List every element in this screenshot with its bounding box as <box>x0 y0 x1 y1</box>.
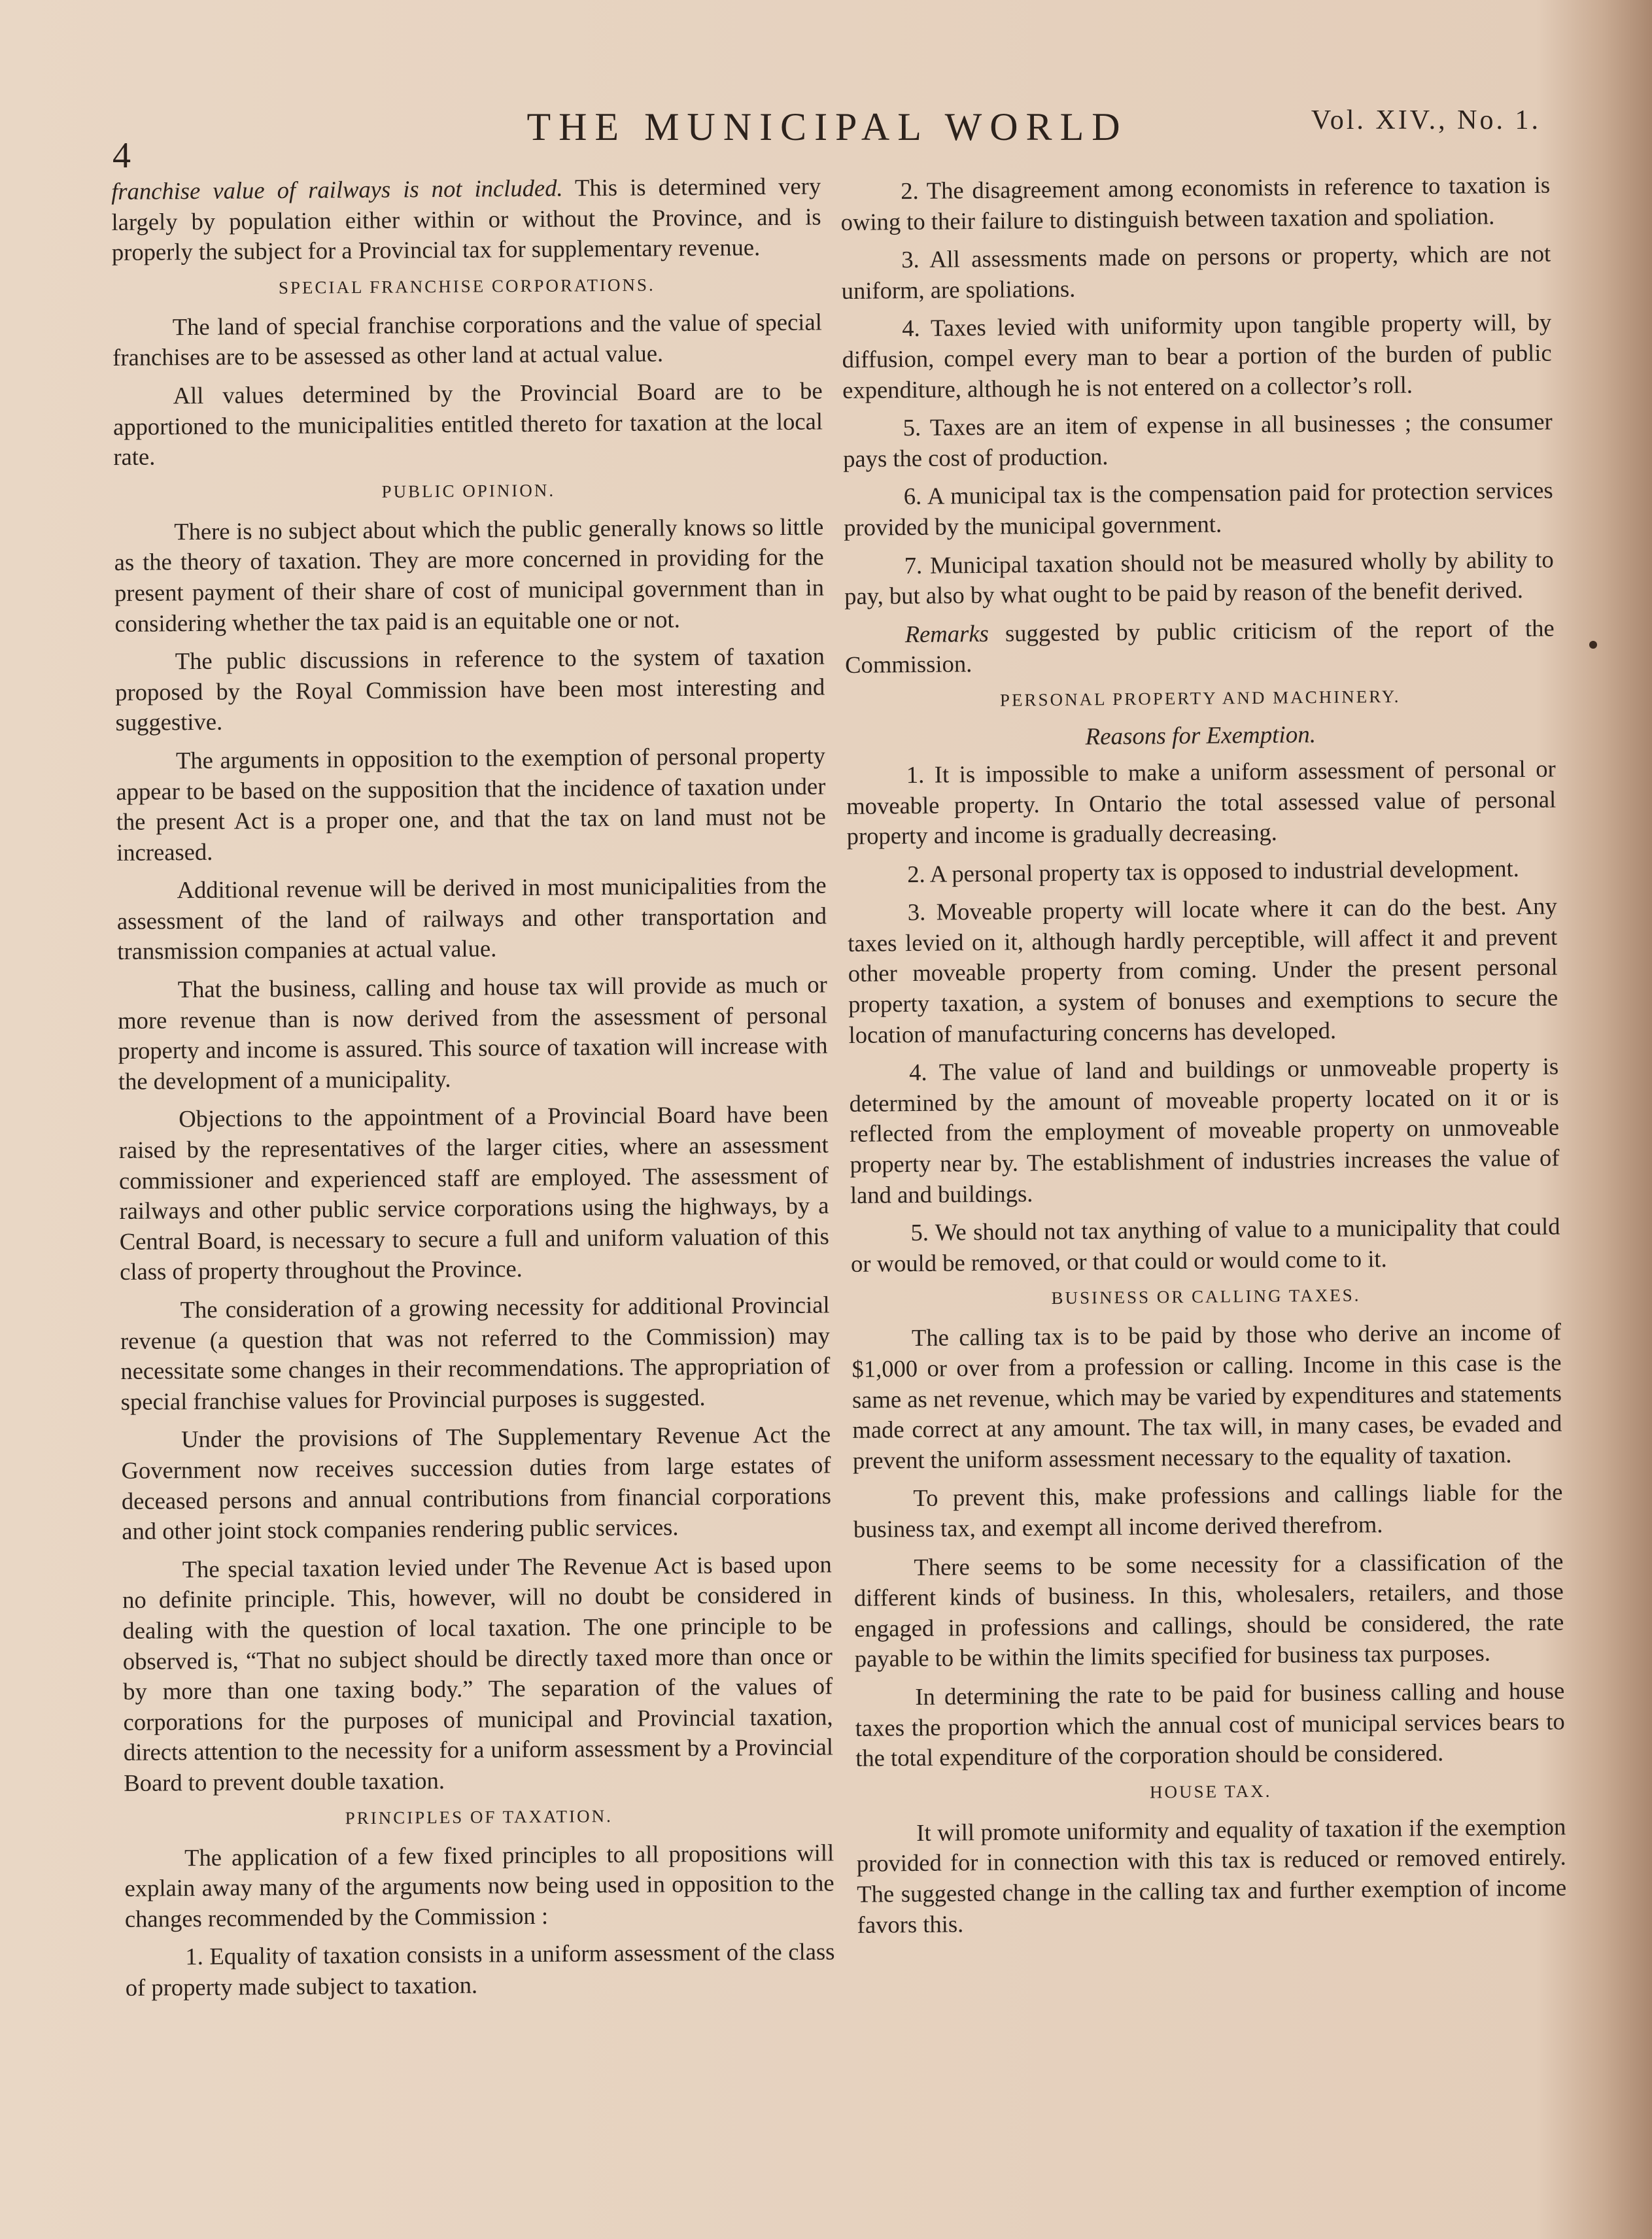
paragraph: The public discussions in reference to the system of taxation proposed by the Royal Commission have been most interesting and suggestive. <box>115 642 825 736</box>
paragraph: The consideration of a growing necessity for additional Provincial revenue (a question that was not referred to the Commission) may necessitate some changes in their recommendations. The appropriation of special franchise values for Provincial purposes is suggested. <box>120 1291 831 1415</box>
paragraph: The land of special franchise corporations and the value of special franchises are to be assessed as other land at actual value. <box>112 308 822 371</box>
paragraph: There is no subject about which the public generally knows so little as the theory of taxation. They are more concerned in providing for the present payment of their share of cost of municipal government than in considering whether the tax paid is an equitable one or not. <box>114 513 825 637</box>
journal-title: THE MUNICIPAL WORLD <box>526 105 1128 148</box>
paragraph: The special taxation levied under The Revenue Act is based upon no definite principle. This, however, will no doubt be considered in dealing with the question of local taxation. The one principle to be observed is, “That no subject should be directly taxed more than once or by more than one taxing body.” The separation of the values of corporations for the purposes of municipal and Provincial taxation, directs attention to the necessity for a uniform assessment by a Provincial Board to prevent double taxation. <box>122 1550 834 1796</box>
left-column <box>111 171 835 2011</box>
italic-lead: Remarks <box>904 619 989 647</box>
paragraph: 4. The value of land and buildings or unmoveable property is determined by the amount of moveable property located on it or is reflected from the employment of moveable property on unmoveable property near by. The establishment of industries increases the value of land and buildings. <box>849 1052 1560 1208</box>
right-column <box>840 170 1567 1948</box>
section-heading: SPECIAL FRANCHISE CORPORATIONS. <box>278 275 655 298</box>
paragraph: The calling tax is to be paid by those who derive an income of $1,000 or over from a profession or calling. Income in this case is the same as net revenue, which may be varied by expenditures and statements made correct at any amount. The tax will, in many cases, be evaded and prevent the uniform assessment necessary to the equality of taxation. <box>852 1318 1562 1474</box>
italic-lead: franchise value of railways is not included. <box>111 174 563 205</box>
paragraph: The arguments in opposition to the exemption of personal property appear to be based on the supposition that the incidence of taxation under the present Act is a proper one, and that the tax on land must not be increased. <box>116 742 826 866</box>
section-heading: HOUSE TAX. <box>1149 1781 1272 1802</box>
paragraph: 3. All assessments made on persons or property, which are not uniform, are spoliations. <box>841 239 1551 304</box>
subsection-heading: Reasons for Exemption. <box>1085 721 1316 751</box>
issue-number: Vol. XIV., No. 1. <box>1311 105 1541 135</box>
paragraph: It will promote uniformity and equality of taxation if the exemption provided for in connection with this tax is reduced or removed entirely. The suggested change in the calling tax and further exemption of income favors this. <box>856 1813 1567 1938</box>
paragraph: 5. Taxes are an item of expense in all businesses ; the consumer pays the cost of production. <box>842 407 1553 472</box>
section-heading: PRINCIPLES OF TAXATION. <box>345 1805 613 1828</box>
paragraph: That the business, calling and house tax will provide as much or more revenue than is now derived from the assessment of personal property and income is assured. This source of taxation will increase with the development of a municipality. <box>117 970 828 1095</box>
paragraph: 2. The disagreement among economists in reference to taxation is owing to their failure to distinguish between taxation and spoliation. <box>840 171 1551 235</box>
paragraph: Additional revenue will be derived in most municipalities from the assessment of the land of railways and other transportation and transmission companies at actual value. <box>116 871 827 965</box>
paragraph: The application of a few fixed principles to all propositions will explain away many of the arguments now being used in opposition to the changes recommended by the Commission : <box>124 1838 835 1932</box>
paragraph: 1. It is impossible to make a uniform assessment of personal or moveable property. In Ontario the total assessed value of personal property and income is gradually decreasing. <box>846 755 1557 850</box>
paragraph: 4. Taxes levied with uniformity upon tangible property will, by diffusion, compel every man to bear a portion of the burden of public expenditure, although he is not entered on a collector’s roll. <box>842 308 1552 403</box>
paragraph: 5. We should not tax anything of value to a municipality that could or would be removed, or that could or would come to it. <box>850 1212 1560 1277</box>
paragraph: Under the provisions of The Supplementary Revenue Act the Government now receives succession duties from large estates of deceased persons and annual contributions from financial corporations and other joint stock companies rendering public services. <box>121 1420 832 1545</box>
section-heading: BUSINESS OR CALLING TAXES. <box>1051 1285 1361 1308</box>
paragraph: 6. A municipal tax is the compensation paid for protection services provided by the municipal government. <box>843 476 1553 541</box>
section-heading: PUBLIC OPINION. <box>381 480 556 502</box>
paragraph: Objections to the appointment of a Provincial Board have been raised by the representatives of the larger cities, where an assessment commissioner and experienced staff are employed. The assessment of railways and other public service corporations using the highways, by a Central Board, is necessary to secure a full and uniform valuation of this class of property throughout the Province. <box>118 1100 829 1286</box>
page-number: 4 <box>112 135 131 176</box>
paragraph-text: This is determined very largely by population either within or without the Province, and is properly the subject for a Provincial tax for supplementary revenue. <box>111 172 821 266</box>
paragraph: There seems to be some necessity for a classification of the different kinds of business. In this, wholesalers, retailers, and those engaged in professions and callings, should be considered, the rate payable to be within the limits specified for business tax purposes. <box>853 1547 1564 1673</box>
paragraph: 7. Municipal taxation should not be measured wholly by ability to pay, but also by what ought to be paid by reason of the benefit derived. <box>844 545 1554 610</box>
paragraph: 2. A personal property tax is opposed to industrial development. <box>907 854 1520 887</box>
ink-spot <box>1589 641 1597 649</box>
paragraph <box>845 613 1555 681</box>
page-header <box>105 98 1550 176</box>
paragraph: 3. Moveable property will locate where it can do the best. Any taxes levied on it, although hardly perceptible, will affect it and prevent other moveable property from coming. Under the present personal property taxation, a system of bonuses and exemptions to secure the location of manufacturing concerns has developed. <box>848 892 1558 1048</box>
paragraph: In determining the rate to be paid for business calling and house taxes the proportion which the annual cost of municipal services bears to the total expenditure of the corporation should be considered. <box>855 1677 1565 1772</box>
paragraph: To prevent this, make professions and callings liable for the business tax, and exempt all income derived therefrom. <box>853 1478 1563 1543</box>
paragraph <box>111 171 821 267</box>
paragraph-text: suggested by public criticism of the report of the Commission. <box>844 614 1555 679</box>
paragraph: 1. Equality of taxation consists in a uniform assessment of the class of property made subject to taxation. <box>125 1938 835 2001</box>
paragraph: All values determined by the Provincial Board are to be apportioned to the municipalities entitled thereto for taxation at the local rate. <box>112 377 823 471</box>
section-heading: PERSONAL PROPERTY AND MACHINERY. <box>999 686 1401 710</box>
